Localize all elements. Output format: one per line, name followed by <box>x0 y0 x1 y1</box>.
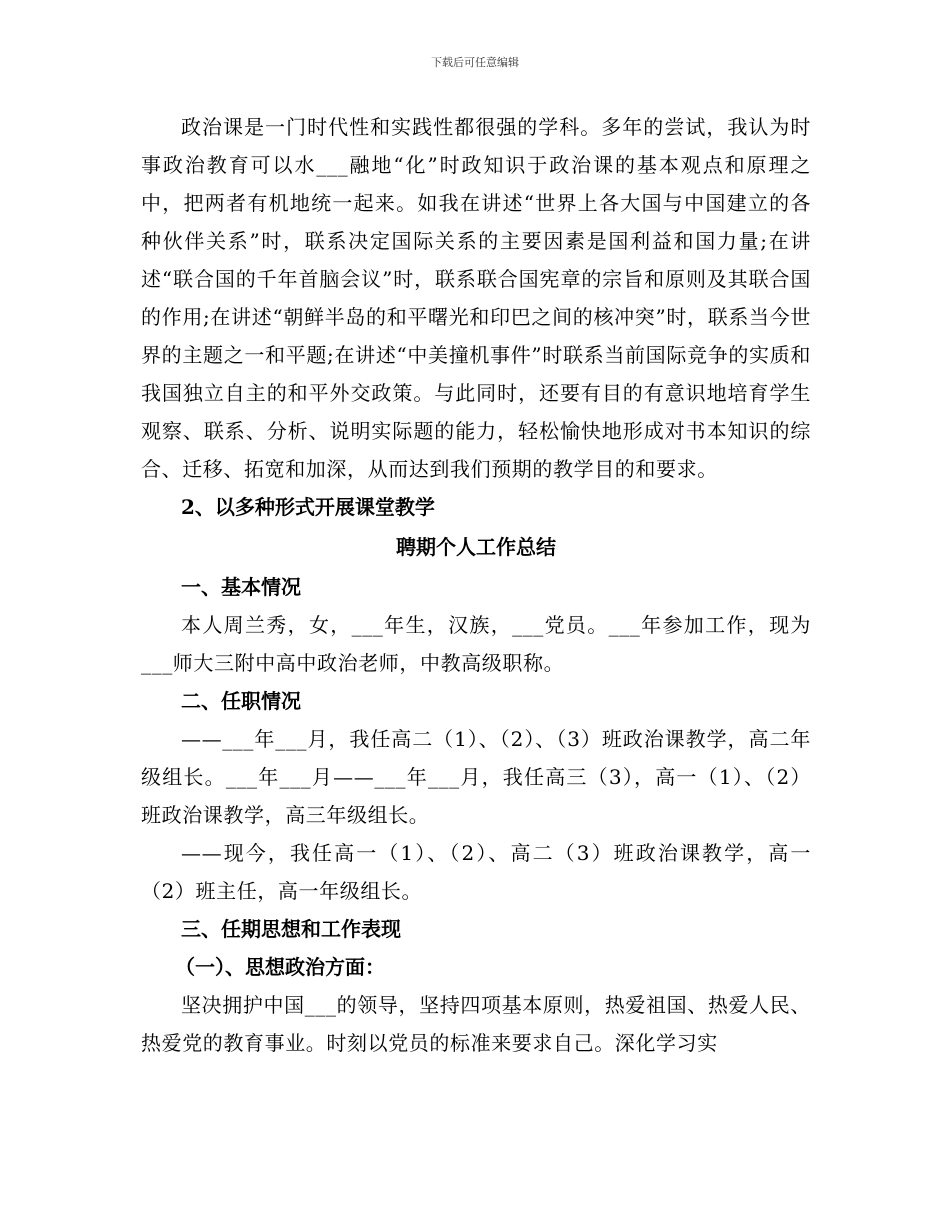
section-2-text-2: ——现今，我任高一（1）、（2）、高二（3）班政治课教学，高一（2）班主任，高一年级组长。 <box>141 841 811 903</box>
subsection-1-text: 坚决拥护中国___的领导，坚持四项基本原则，热爱祖国、热爱人民、热爱党的教育事业。时刻以党员的标准来要求自己。深化学习实 <box>141 993 811 1055</box>
section-1-text: 本人周兰秀，女，___年生，汉族，___党员。___年参加工作，现为___师大三附中高中政治老师，中教高级职称。 <box>141 613 811 675</box>
section-2-heading: 二、任职情况 <box>181 689 301 713</box>
page-header: 下载后可任意编辑 <box>431 56 519 69</box>
subsection-1-heading: （一）、思想政治方面： <box>175 955 385 979</box>
section-1-heading: 一、基本情况 <box>181 575 301 599</box>
intro-paragraph: 政治课是一门时代性和实践性都很强的学科。多年的尝试，我认为时事政治教育可以水___融地“化”时政知识于政治课的基本观点和原理之中，把两者有机地统一起来。如我在讲述“世界上各大国与中国建立的各种伙伴关系”时，联系决定国际关系的主要因素是国利益和国力量;在讲述“联合国的千年首脑会议”时，联系联合国宪章的宗旨和原则及其联合国的作用;在讲述“朝鲜半岛的和平曙光和印巴之间的核冲突”时，联系当今世界的主题之一和平题;在讲述“中美撞机事件”时联系当前国际竞争的实质和我国独立自主的和平外交政策。与此同时，还要有目的有意识地培育学生观察、联系、分析、说明实际题的能力，轻松愉快地形成对书本知识的综合、迁移、拓宽和加深，从而达到我们预期的教学目的和要求。 <box>141 115 811 481</box>
document-body <box>141 108 811 1062</box>
document-title: 聘期个人工作总结 <box>396 535 556 559</box>
section-3-heading: 三、任期思想和工作表现 <box>181 917 401 941</box>
heading-2: 2、以多种形式开展课堂教学 <box>181 495 435 519</box>
section-2-text-1: ——___年___月，我任高二（1）、（2）、（3）班政治课教学，高二年级组长。___年___月——___年___月，我任高三（3），高一（1）、（2）班政治课教学，高三年级组长。 <box>141 727 811 827</box>
